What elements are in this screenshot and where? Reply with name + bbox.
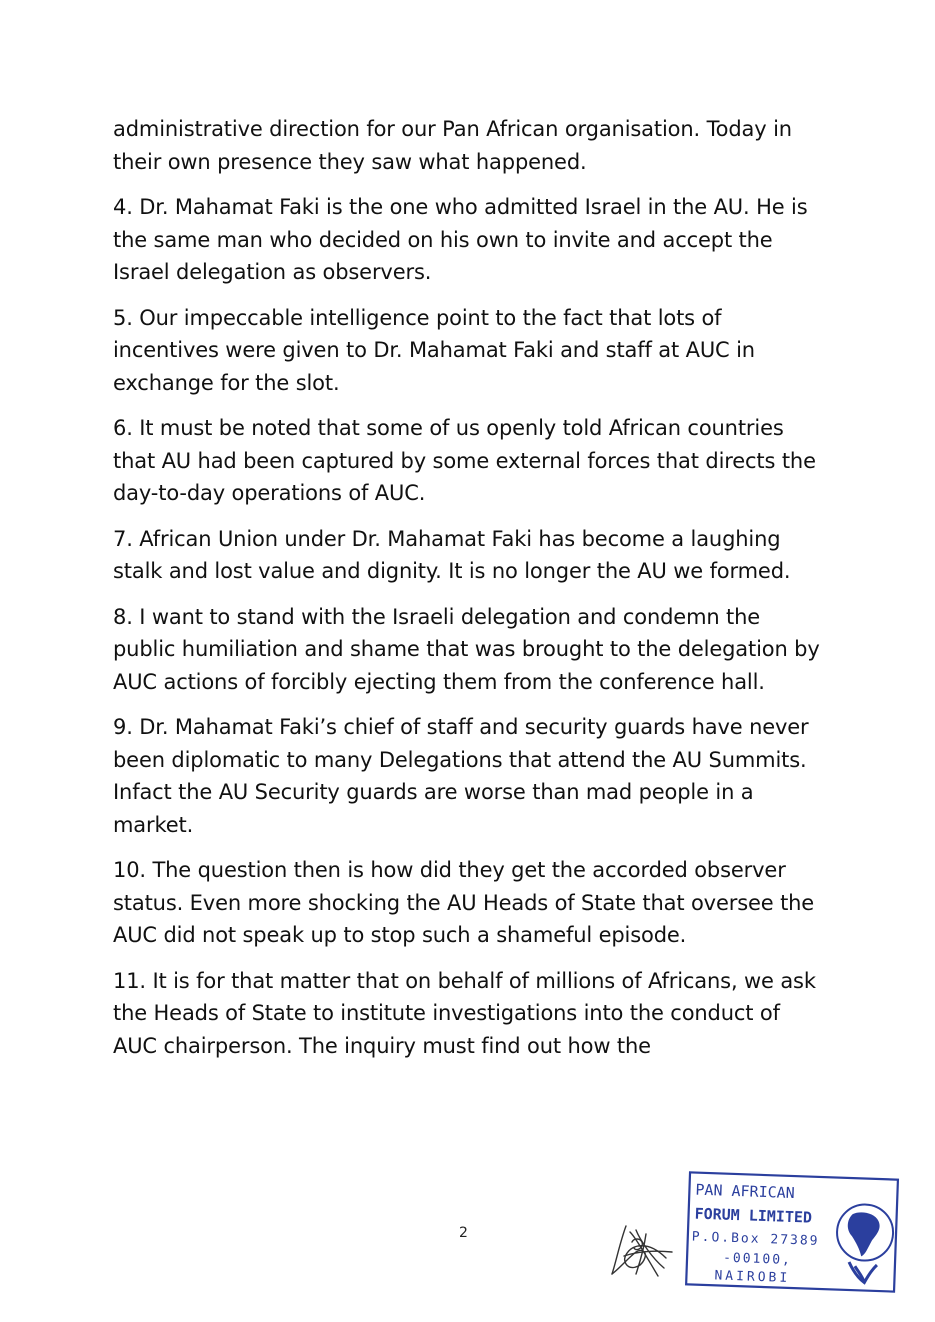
paragraph-4: 4. Dr. Mahamat Faki is the one who admitted Israel in the AU. He is the same man who decided on his own to invite and accept the Israel delegation as observers.: [113, 195, 808, 284]
signature-icon: [606, 1212, 678, 1284]
stamp-line-2: FORUM LIMITED: [694, 1204, 813, 1227]
page-number: 2: [459, 1225, 468, 1241]
company-stamp: [680, 1168, 905, 1298]
stamp-line-4: -00100,: [722, 1250, 793, 1269]
paragraph-5: 5. Our impeccable intelligence point to the fact that lots of incentives were given to Dr. Mahamat Faki and staff at AUC in exchange for the slot.: [113, 305, 755, 395]
paragraph-11: 11. It is for that matter that on behalf of millions of Africans, we ask the Heads of State to institute investigations into the conduct of AUC chairperson. The inquiry must find out how the: [113, 968, 816, 1058]
africa-globe-icon: [835, 1204, 894, 1284]
paragraph-10: 10. The question then is how did they get the accorded observer status. Even more shocking the AU Heads of State that oversee the AUC did not speak up to stop such a shameful episode.: [113, 858, 815, 947]
stamp-line-1: PAN AFRICAN: [695, 1180, 796, 1203]
paragraph-continuation: administrative direction for our Pan African organisation. Today in their own presence they saw what happened.: [113, 117, 792, 174]
document-body: [113, 113, 825, 1075]
paragraph-6: 6. It must be noted that some of us openly told African countries that AU had been captured by some external forces that directs the day-to-day operations of AUC.: [113, 416, 816, 505]
stamp-line-3: P.O.Box 27389: [691, 1229, 820, 1249]
paragraph-8: 8. I want to stand with the Israeli delegation and condemn the public humiliation and shame that was brought to the delegation by AUC actions of forcibly ejecting them from the conference hall.: [113, 604, 820, 694]
paragraph-9: 9. Dr. Mahamat Faki’s chief of staff and security guards have never been diplomatic to many Delegations that attend the AU Summits. Infact the AU Security guards are worse than mad people in a market.: [113, 715, 809, 837]
stamp-line-5: NAIROBI: [714, 1268, 791, 1286]
paragraph-7: 7. African Union under Dr. Mahamat Faki has become a laughing stalk and lost value and dignity. It is no longer the AU we formed.: [113, 526, 791, 583]
